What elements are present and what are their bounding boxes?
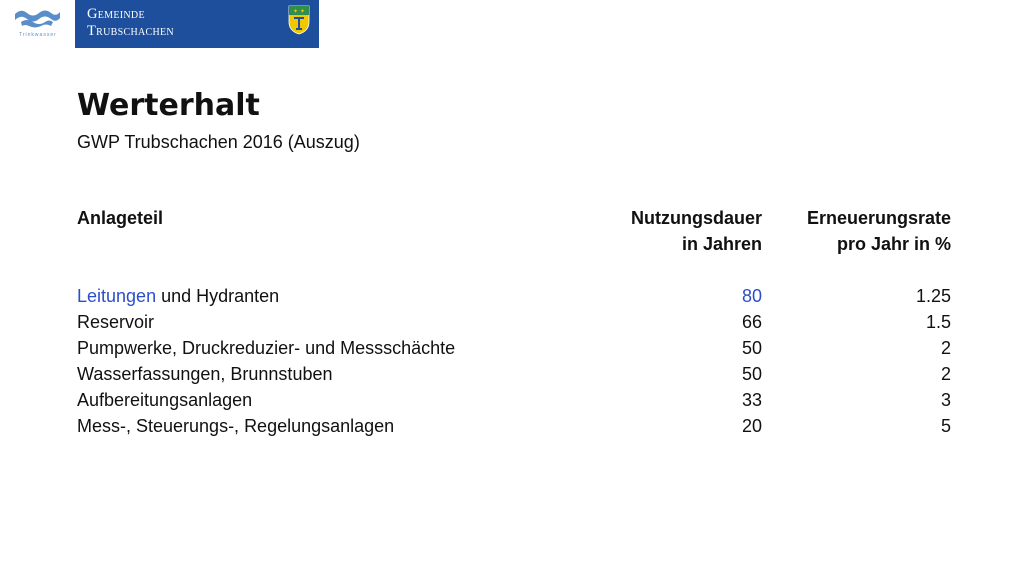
table-row bbox=[77, 283, 951, 309]
asset-name bbox=[77, 283, 279, 309]
rate-value: 1.25 bbox=[915, 286, 951, 306]
header-bar bbox=[0, 0, 319, 48]
duration-value: 66 bbox=[741, 312, 762, 332]
header-duration bbox=[631, 205, 762, 257]
municipal-crest-icon bbox=[288, 5, 310, 35]
svg-text:✦: ✦ bbox=[300, 8, 306, 15]
municipality-name bbox=[87, 6, 174, 40]
header-name: Anlageteil bbox=[77, 208, 164, 228]
logo bbox=[0, 0, 75, 48]
duration-value: 80 bbox=[741, 286, 762, 306]
slide-subtitle: GWP Trubschachen 2016 (Auszug) bbox=[77, 132, 360, 152]
rate-value: 3 bbox=[940, 390, 951, 410]
asset-name: Wasserfassungen, Brunnstuben bbox=[77, 364, 333, 384]
header-duration-line1: Nutzungsdauer bbox=[630, 208, 762, 228]
rate-value: 2 bbox=[940, 338, 951, 358]
rate-value: 5 bbox=[940, 416, 951, 436]
asset-name: Pumpwerke, Druckreduzier- und Messschächte bbox=[77, 338, 456, 358]
duration-value: 20 bbox=[741, 416, 762, 436]
header-duration-line2: in Jahren bbox=[681, 234, 762, 254]
duration-value: 50 bbox=[741, 338, 762, 358]
asset-name: Mess-, Steuerungs-, Regelungsanlagen bbox=[77, 416, 395, 436]
table-row bbox=[77, 361, 951, 387]
header-rate bbox=[807, 205, 951, 257]
header-rate-line2: pro Jahr in % bbox=[836, 234, 951, 254]
brand-line-2: Trubschachen bbox=[87, 23, 174, 39]
asset-name-highlight: Leitungen bbox=[77, 286, 157, 306]
rate-value: 1.5 bbox=[925, 312, 951, 332]
brand-line-1: Gemeinde bbox=[87, 6, 145, 22]
logo-caption: Trinkwasser bbox=[19, 32, 57, 38]
duration-value: 50 bbox=[741, 364, 762, 384]
asset-name: Reservoir bbox=[77, 312, 155, 332]
table-row bbox=[77, 309, 951, 335]
duration-value: 33 bbox=[741, 390, 762, 410]
table-row bbox=[77, 335, 951, 361]
header-rate-line1: Erneuerungsrate bbox=[806, 208, 951, 228]
water-waves-icon bbox=[13, 7, 61, 29]
table-row bbox=[77, 387, 951, 413]
table-body bbox=[77, 283, 951, 439]
asset-name: Aufbereitungsanlagen bbox=[77, 390, 253, 410]
table-row bbox=[77, 413, 951, 439]
svg-text:✦: ✦ bbox=[293, 8, 299, 15]
rate-value: 2 bbox=[940, 364, 951, 384]
asset-name-rest: und Hydranten bbox=[156, 286, 280, 306]
slide-title: Werterhalt bbox=[77, 88, 260, 123]
